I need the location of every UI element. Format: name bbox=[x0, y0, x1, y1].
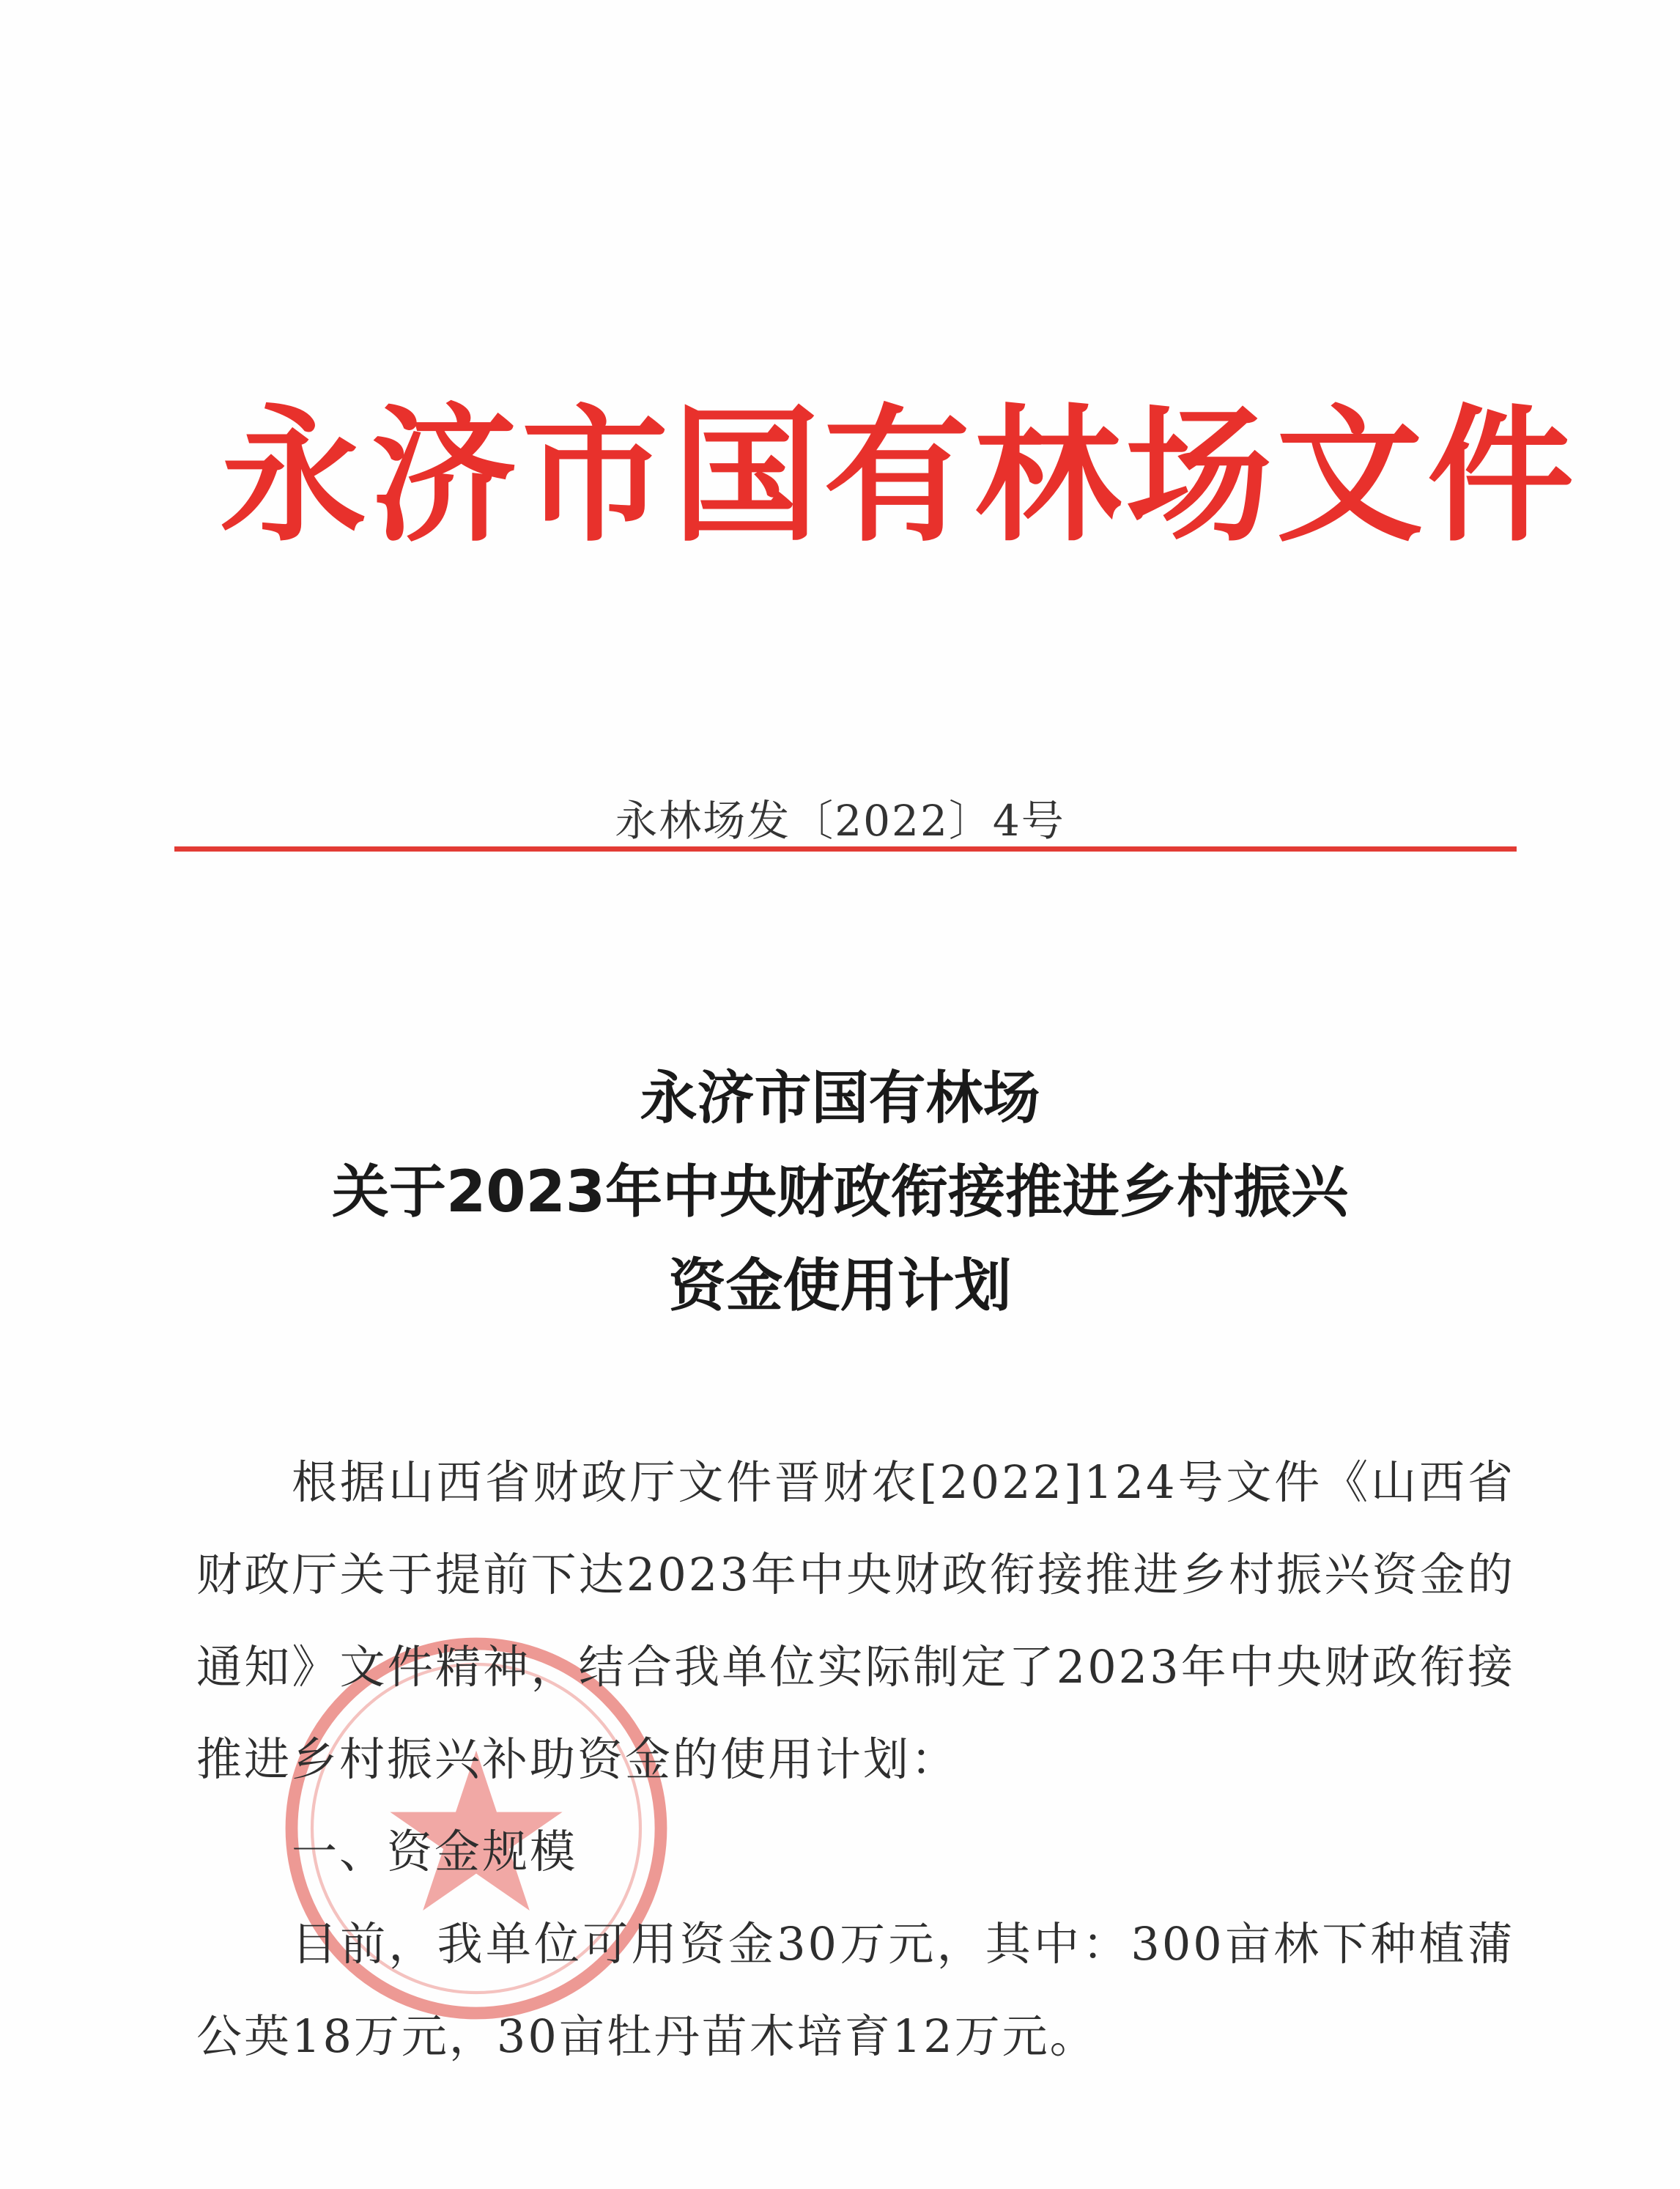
intro-paragraph: 根据山西省财政厅文件晋财农[2022]124号文件《山西省财政厅关于提前下达2023年中央财政衔接推进乡村振兴资金的通知》文件精神，结合我单位实际制定了2023年中央财政衔接推进乡村振兴补助资金的使用计划： bbox=[196, 1455, 1515, 1786]
funding-scale-paragraph: 目前，我单位可用资金30万元，其中：300亩林下种植蒲公英18万元，30亩牡丹苗木培育12万元。 bbox=[196, 1917, 1515, 2063]
title-line-2: 关于2023年中央财政衔接推进乡村振兴 bbox=[331, 1159, 1349, 1225]
section-heading-funding-scale: 一、资金规模 bbox=[292, 1825, 578, 1878]
red-divider-line bbox=[174, 846, 1517, 852]
masthead-title: 永济市国有林场文件 bbox=[220, 390, 1579, 562]
body-text bbox=[196, 1436, 1515, 2083]
title-line-1: 永济市国有林场 bbox=[640, 1066, 1040, 1132]
document-title bbox=[0, 1052, 1680, 1333]
document-number: 永林场发〔2022〕4号 bbox=[615, 796, 1065, 846]
title-line-3: 资金使用计划 bbox=[668, 1253, 1012, 1319]
